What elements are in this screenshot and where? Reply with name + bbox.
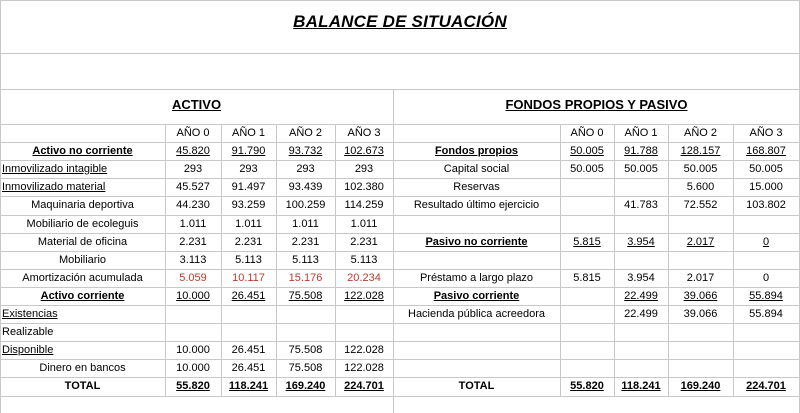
- pasivo-row-value: [560, 305, 614, 323]
- activo-row-value: 100.259: [285, 199, 326, 211]
- pasivo-header: FONDOS PROPIOS Y PASIVO: [505, 97, 688, 112]
- activo-row-label: Dinero en bancos: [39, 362, 126, 374]
- pasivo-year-header: AÑO 2: [683, 127, 717, 139]
- pasivo-row-value: 15.000: [749, 181, 783, 193]
- activo-row-value: 91.790: [231, 145, 266, 157]
- grid-line: [0, 53, 800, 54]
- pasivo-row-label: Resultado último ejercicio: [413, 199, 540, 211]
- activo-row-value: 15.176: [288, 272, 323, 284]
- activo-row-value: 122.028: [344, 362, 384, 374]
- activo-row-value: [335, 305, 393, 323]
- pasivo-row-value: [560, 215, 614, 233]
- activo-year-header: AÑO 1: [231, 127, 265, 139]
- pasivo-row-value: [733, 215, 799, 233]
- activo-row-value: 10.000: [176, 344, 210, 356]
- activo-row-label: Mobiliario de ecoleguis: [26, 218, 139, 230]
- pasivo-row-value: 2.017: [686, 272, 715, 284]
- activo-row-value: 114.259: [344, 199, 384, 211]
- activo-row-value: 45.527: [176, 181, 210, 193]
- pasivo-row-value: 5.815: [573, 236, 601, 248]
- pasivo-row-value: 169.240: [680, 380, 721, 392]
- pasivo-row-value: [560, 359, 614, 377]
- pasivo-row-value: 5.600: [686, 181, 715, 193]
- activo-row-label: Inmovilizado material: [2, 181, 106, 193]
- pasivo-row-value: [614, 323, 668, 341]
- activo-row-value: [335, 323, 393, 341]
- pasivo-row-value: [560, 287, 614, 305]
- activo-row-value: 122.028: [344, 344, 384, 356]
- activo-row-value: 10.000: [176, 362, 210, 374]
- activo-row-label: Maquinaria deportiva: [31, 199, 134, 211]
- activo-row-value: 2.231: [179, 236, 207, 248]
- pasivo-row-value: [668, 251, 733, 269]
- pasivo-row-label: Capital social: [443, 163, 510, 175]
- pasivo-year-header: AÑO 3: [749, 127, 783, 139]
- activo-row-value: 93.439: [288, 181, 323, 193]
- pasivo-row-value: [560, 196, 614, 214]
- activo-row-value: 102.673: [344, 145, 384, 157]
- pasivo-row-value: 128.157: [680, 145, 721, 157]
- pasivo-row-value: [560, 341, 614, 359]
- activo-row-label: Material de oficina: [37, 236, 128, 248]
- pasivo-row-value: 224.701: [746, 380, 786, 392]
- pasivo-row-value: [560, 178, 614, 196]
- pasivo-row-value: 50.005: [749, 163, 783, 175]
- pasivo-row-value: 55.894: [749, 308, 783, 320]
- activo-year-header: AÑO 3: [347, 127, 381, 139]
- activo-header: ACTIVO: [171, 97, 222, 112]
- page-title: BALANCE DE SITUACIÓN: [293, 12, 507, 31]
- pasivo-row-value: 55.894: [749, 290, 783, 302]
- pasivo-row-value: 103.802: [746, 199, 786, 211]
- pasivo-row-value: [668, 341, 733, 359]
- activo-row-value: 93.259: [231, 199, 266, 211]
- activo-row-label: Disponible: [2, 344, 54, 356]
- activo-row-label: Activo no corriente: [32, 145, 133, 157]
- pasivo-row-value: 5.815: [573, 272, 601, 284]
- pasivo-row-value: [560, 323, 614, 341]
- pasivo-year-header: AÑO 0: [570, 127, 604, 139]
- activo-row-label: Inmovilizado intagible: [2, 163, 108, 175]
- activo-row-value: 20.234: [347, 272, 381, 284]
- pasivo-row-value: [614, 359, 668, 377]
- pasivo-year-header: AÑO 1: [624, 127, 658, 139]
- activo-row-value: [165, 305, 221, 323]
- activo-row-value: 93.732: [288, 145, 323, 157]
- pasivo-row-value: 41.783: [624, 199, 658, 211]
- activo-row-value: 26.451: [231, 344, 266, 356]
- pasivo-row-value: 91.788: [624, 145, 658, 157]
- activo-row-value: 5.113: [292, 254, 319, 266]
- activo-row-value: 55.820: [176, 380, 210, 392]
- grid-line: [0, 0, 800, 1]
- pasivo-row-value: [668, 359, 733, 377]
- pasivo-row-value: 72.552: [683, 199, 718, 211]
- activo-row-label: Activo corriente: [40, 290, 125, 302]
- activo-row-value: 2.231: [234, 236, 263, 248]
- activo-row-label: Realizable: [2, 326, 54, 338]
- activo-row-value: 1.011: [292, 218, 319, 230]
- activo-row-value: 5.113: [350, 254, 378, 266]
- activo-row-value: 75.508: [288, 362, 323, 374]
- pasivo-row-value: [668, 323, 733, 341]
- activo-row-value: 26.451: [231, 362, 266, 374]
- activo-row-value: 293: [354, 163, 374, 175]
- pasivo-row-value: 50.005: [570, 163, 604, 175]
- pasivo-row-value: 168.807: [746, 145, 786, 157]
- activo-row-value: 1.011: [235, 218, 262, 230]
- activo-year-header: AÑO 0: [176, 127, 210, 139]
- activo-row-value: 75.508: [288, 290, 323, 302]
- pasivo-row-label: Préstamo a largo plazo: [419, 272, 534, 284]
- activo-row-value: 1.011: [350, 218, 378, 230]
- activo-row-value: 102.380: [344, 181, 384, 193]
- pasivo-row-value: 39.066: [683, 308, 718, 320]
- pasivo-row-value: 118.241: [621, 380, 661, 392]
- pasivo-row-value: 50.005: [683, 163, 718, 175]
- activo-row-value: 293: [183, 163, 203, 175]
- activo-row-label: Existencias: [2, 308, 58, 320]
- activo-row-value: [276, 305, 335, 323]
- activo-year-header: AÑO 2: [288, 127, 322, 139]
- pasivo-row-value: [733, 341, 799, 359]
- pasivo-row-label: Pasivo no corriente: [425, 236, 528, 248]
- pasivo-row-value: 0: [762, 272, 770, 284]
- pasivo-row-value: 0: [762, 236, 770, 248]
- pasivo-row-value: [668, 215, 733, 233]
- activo-row-value: 2.231: [291, 236, 320, 248]
- activo-row-value: 224.701: [344, 380, 384, 392]
- pasivo-row-value: 55.820: [570, 380, 604, 392]
- activo-row-value: [221, 305, 276, 323]
- activo-row-value: [165, 323, 221, 341]
- pasivo-row-value: 22.499: [624, 290, 658, 302]
- activo-row-label: TOTAL: [64, 380, 101, 392]
- pasivo-row-value: [560, 251, 614, 269]
- pasivo-row-value: [733, 251, 799, 269]
- pasivo-row-label: Reservas: [453, 181, 500, 193]
- pasivo-row-value: 50.005: [624, 163, 658, 175]
- activo-row-value: 3.113: [179, 254, 207, 266]
- grid-line: [0, 89, 800, 90]
- activo-row-label: Mobiliario: [58, 254, 107, 266]
- pasivo-row-value: [614, 251, 668, 269]
- pasivo-row-label: [393, 251, 560, 269]
- pasivo-row-value: 3.954: [627, 272, 655, 284]
- pasivo-row-value: [733, 323, 799, 341]
- activo-row-value: 118.241: [228, 380, 269, 392]
- pasivo-row-label: Pasivo corriente: [433, 290, 520, 302]
- activo-row-value: 293: [296, 163, 315, 175]
- pasivo-row-value: 3.954: [627, 236, 655, 248]
- pasivo-row-label: [393, 341, 560, 359]
- pasivo-row-value: 39.066: [683, 290, 718, 302]
- pasivo-row-value: [614, 215, 668, 233]
- activo-row-value: 10.117: [232, 272, 265, 284]
- activo-row-value: 2.231: [350, 236, 378, 248]
- pasivo-row-label: [393, 215, 560, 233]
- pasivo-row-value: 2.017: [686, 236, 715, 248]
- activo-row-value: 75.508: [288, 344, 323, 356]
- grid-line: [0, 396, 800, 397]
- pasivo-row-value: 50.005: [570, 145, 604, 157]
- activo-row-value: 44.230: [176, 199, 210, 211]
- pasivo-row-value: 22.499: [624, 308, 658, 320]
- pasivo-row-label: Hacienda pública acreedora: [408, 308, 545, 320]
- activo-row-value: 1.011: [179, 218, 207, 230]
- activo-row-value: 26.451: [231, 290, 266, 302]
- pasivo-row-value: [614, 341, 668, 359]
- activo-row-value: [221, 323, 276, 341]
- activo-row-value: 10.000: [176, 290, 210, 302]
- pasivo-row-value: [733, 359, 799, 377]
- activo-row-value: 45.820: [176, 145, 210, 157]
- pasivo-row-value: [614, 178, 668, 196]
- pasivo-row-label: TOTAL: [458, 380, 495, 392]
- activo-row-value: [276, 323, 335, 341]
- pasivo-row-label: [393, 323, 560, 341]
- activo-row-label: Amortización acumulada: [22, 272, 143, 284]
- activo-row-value: 91.497: [231, 181, 266, 193]
- activo-row-value: 5.059: [179, 272, 207, 284]
- pasivo-row-label: Fondos propios: [434, 145, 519, 157]
- activo-row-value: 122.028: [344, 290, 384, 302]
- pasivo-row-label: [393, 359, 560, 377]
- activo-row-value: 5.113: [235, 254, 262, 266]
- activo-row-value: 169.240: [285, 380, 326, 392]
- activo-row-value: 293: [239, 163, 258, 175]
